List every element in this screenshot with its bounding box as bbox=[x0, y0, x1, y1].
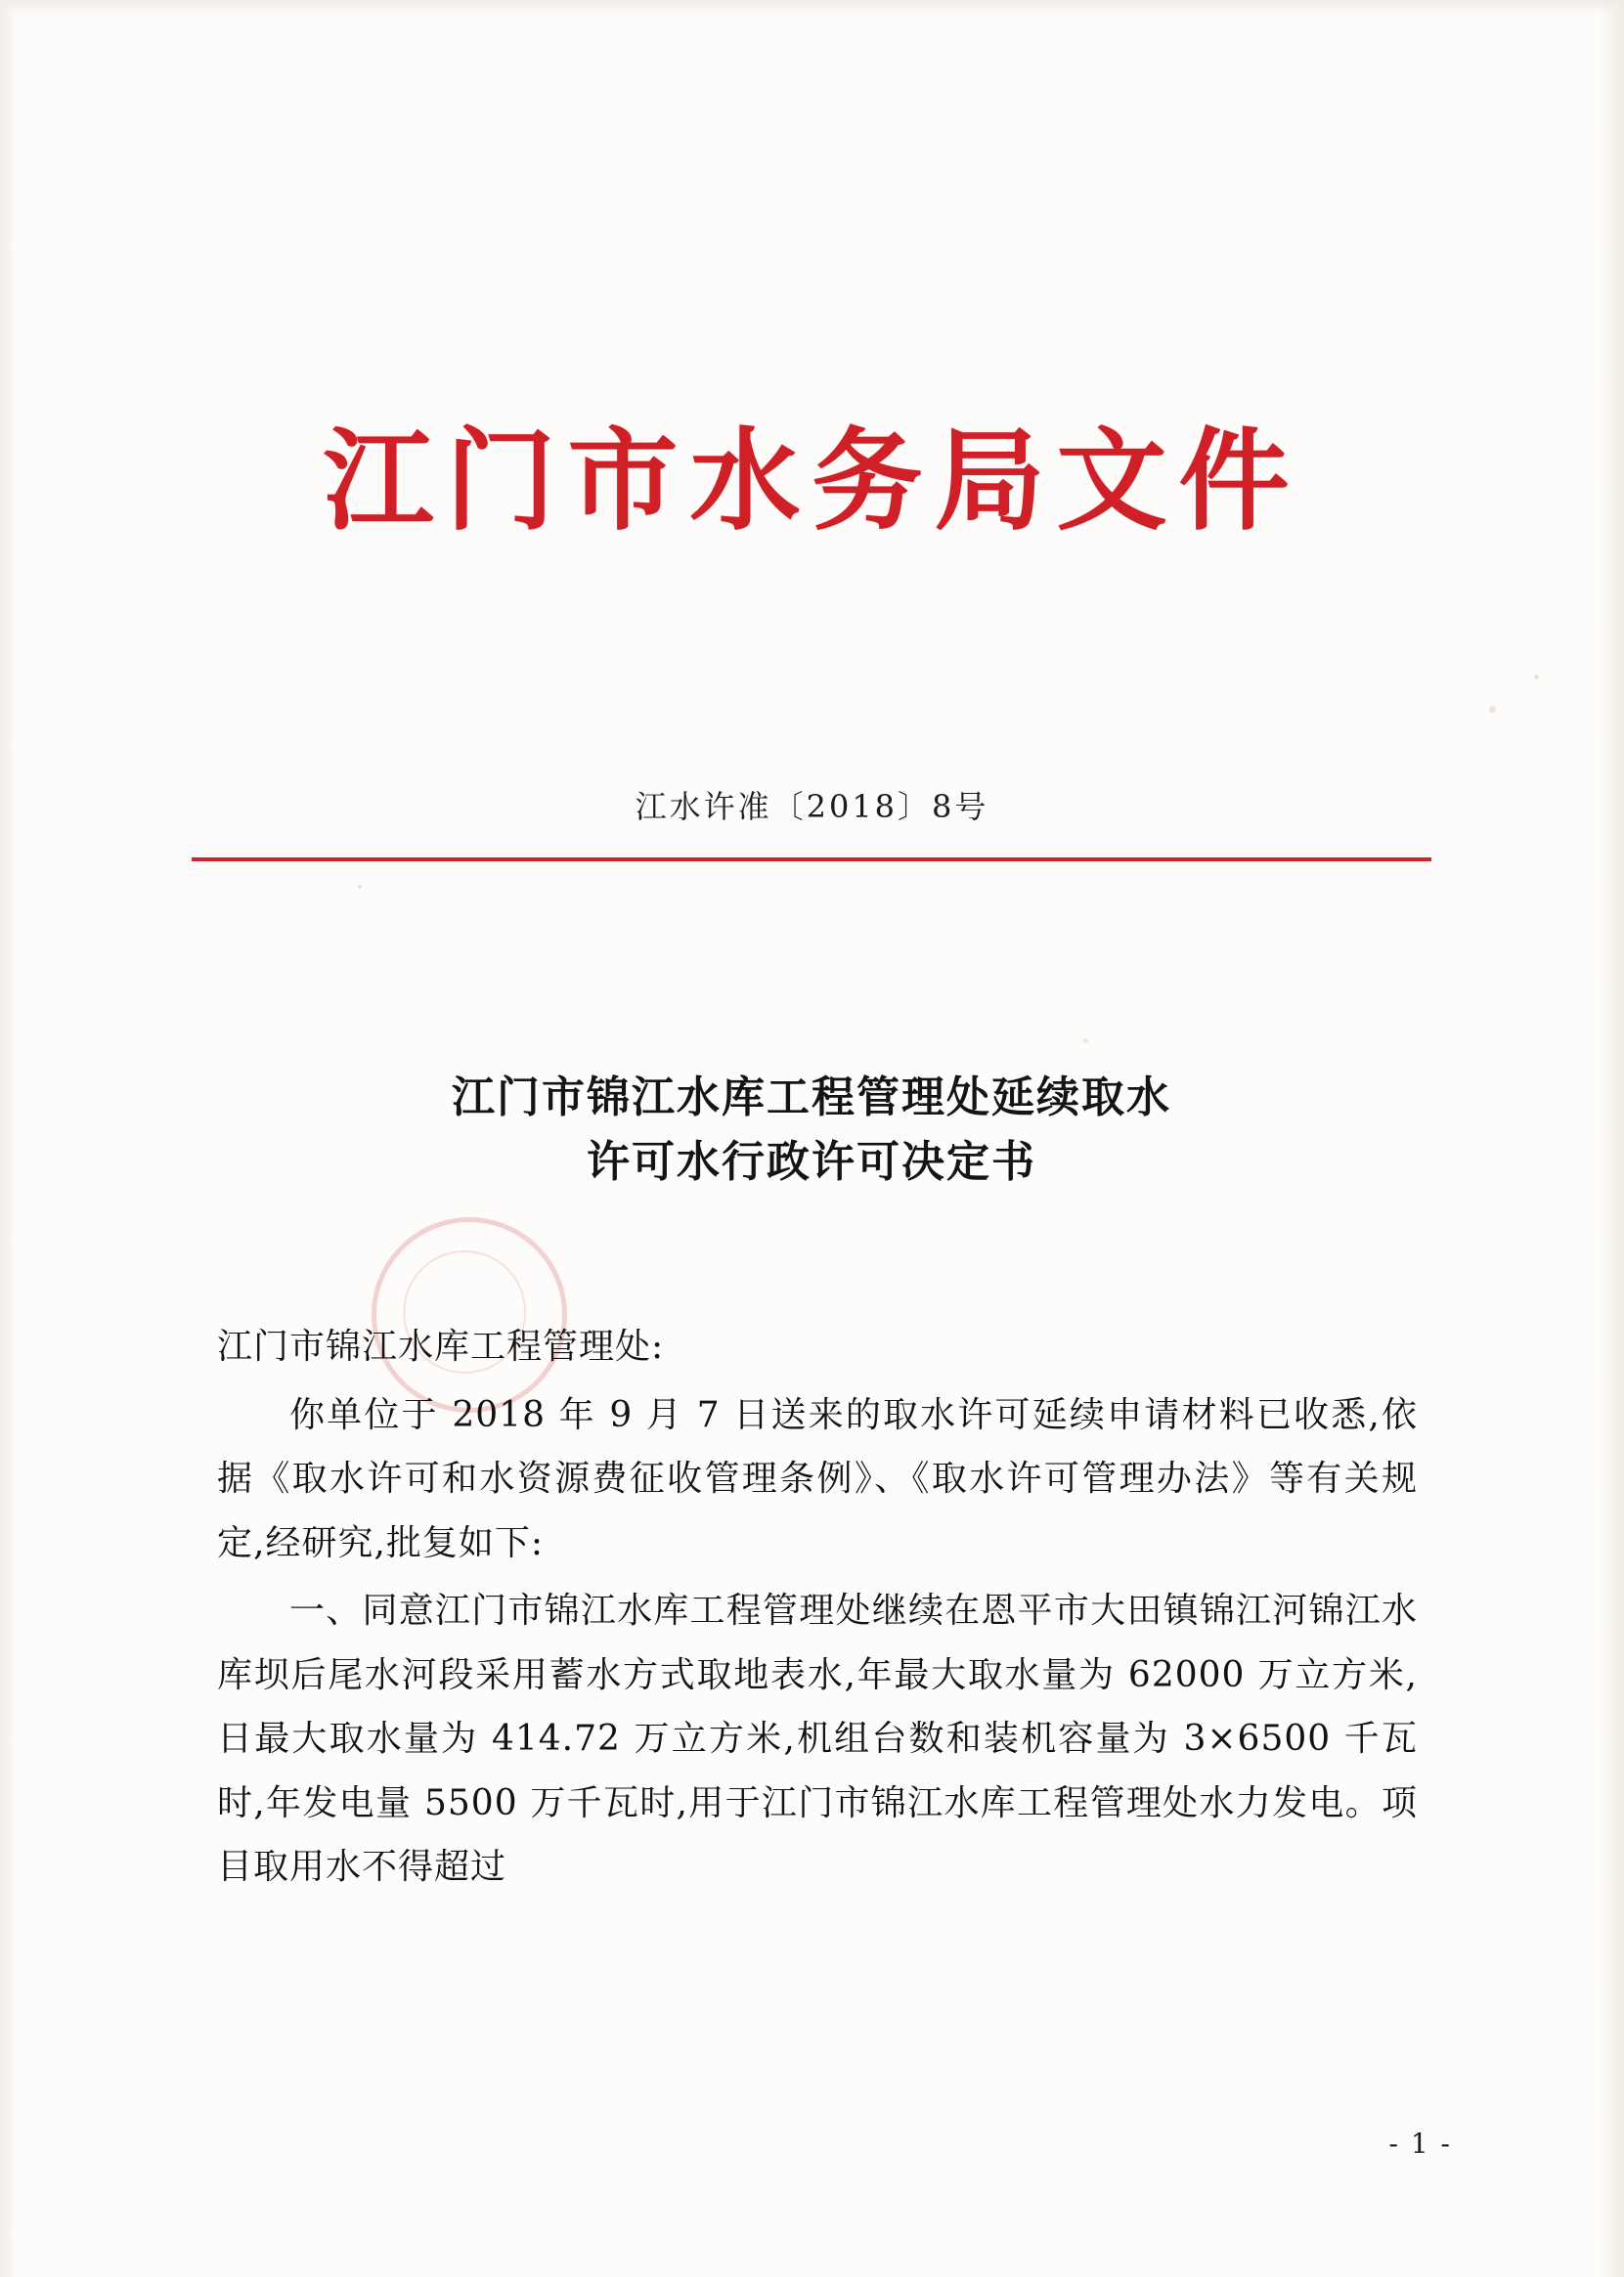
scan-speck bbox=[1083, 1038, 1088, 1043]
document-body bbox=[217, 1315, 1418, 1904]
document-title bbox=[225, 1066, 1398, 1195]
addressee-line: 江门市锦江水库工程管理处: bbox=[217, 1327, 665, 1367]
page-number: - 1 - bbox=[1388, 2127, 1452, 2160]
paper-edge-right bbox=[1599, 0, 1624, 2277]
document-title-line-2: 许可水行政许可决定书 bbox=[587, 1137, 1036, 1187]
scan-speck bbox=[1534, 675, 1539, 679]
scan-speck bbox=[1489, 706, 1496, 713]
document-number: 江水许准〔2018〕8号 bbox=[635, 788, 989, 825]
body-paragraph-1: 你单位于 2018 年 9 月 7 日送来的取水许可延续申请材料已收悉,依据《取水许可和水资源费征收管理条例》、《取水许可管理办法》等有关规定,经研究,批复如下: bbox=[217, 1394, 1418, 1563]
scan-speck bbox=[358, 885, 362, 889]
red-divider-rule bbox=[192, 857, 1431, 861]
paper-edge-left bbox=[0, 0, 16, 2277]
body-paragraph-2: 一、同意江门市锦江水库工程管理处继续在恩平市大田镇锦江河锦江水库坝后尾水河段采用蓄水方式取地表水,年最大取水量为 62000 万立方米,日最大取水量为 414.72 万立方米,机组台数和装机容量为 3×6500 千瓦时,年发电量 5500 万千瓦时,用于江门市锦江水库工程管理处水力发电。项目取用水不得超过 bbox=[217, 1591, 1418, 1888]
issuer-header: 江门市水务局文件 bbox=[323, 416, 1301, 546]
document-title-line-1: 江门市锦江水库工程管理处延续取水 bbox=[452, 1073, 1171, 1122]
paper-edge-top bbox=[0, 0, 1624, 14]
